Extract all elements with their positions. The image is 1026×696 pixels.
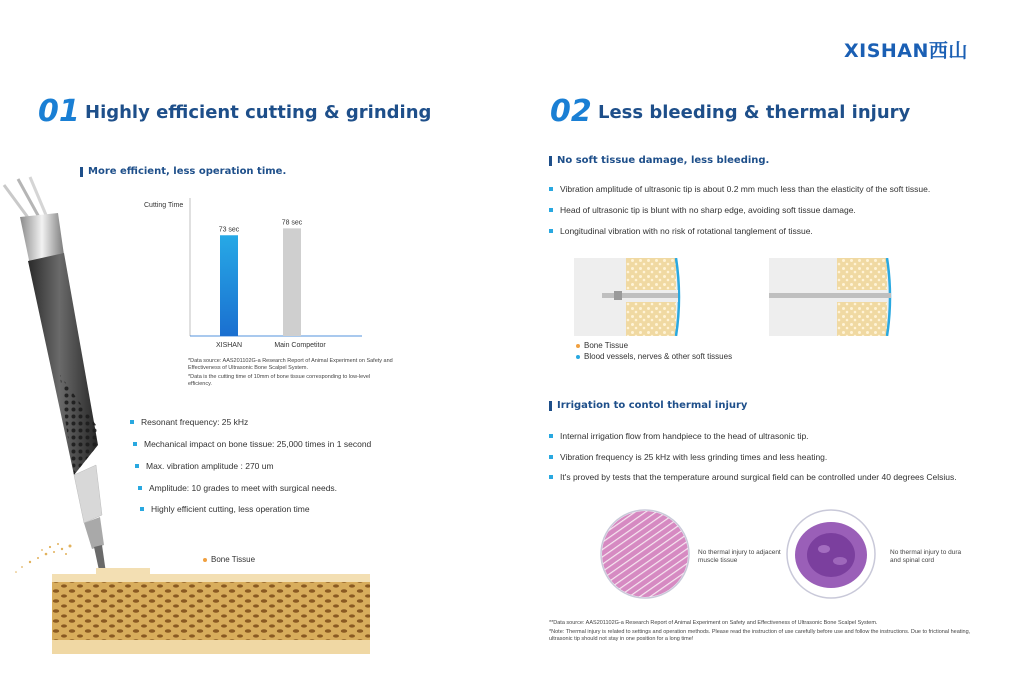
- chart-bar-main-competitor: [283, 228, 301, 336]
- chart-category-label: Main Competitor: [274, 342, 326, 349]
- bullet-text: Head of ultrasonic tip is blunt with no sharp edge, avoiding soft tissue damage.: [560, 205, 856, 215]
- bone-tissue-label-text: Bone Tissue: [211, 555, 256, 564]
- bullet-text: Highly efficient cutting, less operation time: [151, 504, 310, 514]
- bullet-mechanical-impact: [133, 439, 371, 449]
- cross-section-ultrasonic-tip: [574, 258, 720, 336]
- bullet-vibration-frequency: [549, 452, 827, 462]
- bullet-text: Mechanical impact on bone tissue: 25,000 times in 1 second: [144, 439, 372, 449]
- brand-logo: XISHAN西山: [844, 40, 968, 62]
- chart-category-label: XISHAN: [215, 342, 243, 349]
- section-title-cutting: Highly efficient cutting & grinding: [85, 102, 432, 123]
- muscle-tissue-histology-image: [600, 509, 690, 599]
- bullet-longitudinal: [549, 226, 813, 236]
- bullet-marker: [549, 187, 553, 191]
- chart-bar-xishan: [220, 235, 238, 336]
- bullet-marker: [549, 229, 553, 233]
- bullet-blunt-head: [549, 205, 856, 215]
- legend-soft-dot: [576, 355, 580, 359]
- chart-value-label: 73 sec: [218, 226, 240, 234]
- subheading-bar: [549, 156, 552, 166]
- bullet-marker: [138, 486, 142, 490]
- legend-bone-tissue: [576, 341, 628, 350]
- bullet-marker: [135, 464, 139, 468]
- section-number-02: 02: [550, 94, 592, 129]
- bullet-marker: [133, 442, 137, 446]
- chart-note-source: *Data source: AAS201102G-a Research Report of Animal Experiment on Safety and Effectiveness of Ultrasonic Bone Scalpel System.: [188, 358, 393, 371]
- caption-dura: No thermal injury to dura and spinal cord: [890, 549, 962, 564]
- bullet-internal-irrigation: [549, 431, 809, 441]
- chart-ylabel: Cutting Time: [144, 202, 184, 209]
- bullet-marker: [549, 455, 553, 459]
- bullet-text: It's proved by tests that the temperature around surgical field can be controlled under 40 degrees Celsius.: [560, 472, 957, 482]
- bullet-vibration-amplitude: [549, 184, 930, 194]
- cross-section-conventional-tip: [769, 258, 915, 336]
- bullet-text: Resonant frequency: 25 kHz: [141, 417, 249, 427]
- bullet-marker: [140, 507, 144, 511]
- subheading-no-damage: [549, 155, 769, 166]
- bullet-temperature: [549, 472, 957, 482]
- bullet-amplitude-grades: [138, 483, 337, 493]
- bullet-text: Longitudinal vibration with no risk of rotational tanglement of tissue.: [560, 226, 813, 236]
- ultrasonic-handpiece-illustration: [0, 175, 120, 595]
- chart-note-data: *Data is the cutting time of 10mm of bone tissue corresponding to low-level efficiency.: [188, 374, 371, 387]
- legend-soft-text: Blood vessels, nerves & other soft tissues: [584, 352, 733, 361]
- bullet-marker: [549, 208, 553, 212]
- bone-tissue-dot: [203, 558, 207, 562]
- subheading-irrigation: [549, 400, 747, 411]
- bullet-efficient-cutting: [140, 504, 310, 514]
- bullet-text: Internal irrigation flow from handpiece to the head of ultrasonic tip.: [560, 431, 809, 441]
- subheading-no-damage-text: No soft tissue damage, less bleeding.: [557, 155, 770, 166]
- bullet-text: Vibration amplitude of ultrasonic tip is about 0.2 mm much less than the elasticity of the soft tissue.: [560, 184, 931, 194]
- bullet-resonant-frequency: [130, 417, 248, 427]
- subheading-irrigation-text: Irrigation to contol thermal injury: [557, 400, 748, 411]
- bullet-marker: [549, 434, 553, 438]
- footnote-data-source: **Data source: AAS201102G-a Research Report of Animal Experiment on Safety and Effectiveness of Ultrasonic Bone Scalpel System.: [549, 620, 878, 626]
- spinal-cord-histology-image: [784, 509, 878, 599]
- bullet-marker: [549, 475, 553, 479]
- bullet-marker: [130, 420, 134, 424]
- cutting-time-chart: [140, 194, 370, 354]
- legend-bone-dot: [576, 344, 580, 348]
- bone-tissue-label: [203, 555, 255, 564]
- bullet-text: Amplitude: 10 grades to meet with surgical needs.: [149, 483, 338, 493]
- section-title-bleeding: Less bleeding & thermal injury: [598, 102, 911, 123]
- bullet-text: Vibration frequency is 25 kHz with less grinding times and less heating.: [560, 452, 828, 462]
- caption-muscle: No thermal injury to adjacent muscle tissue: [698, 549, 781, 564]
- section-number-01: 01: [38, 94, 80, 129]
- subheading-efficient-text: More efficient, less operation time.: [88, 166, 287, 177]
- footnote-thermal-note: *Note: Thermal injury is related to settings and operation methods. Please read the instruction of use carefully before use and follow the instructions. Due to frictional heating, ultrasonic tip should not stay in one position for a long time!: [549, 629, 971, 642]
- bullet-text: Max. vibration amplitude : 270 um: [146, 461, 274, 471]
- bullet-max-amplitude: [135, 461, 274, 471]
- bone-tissue-block-illustration: [52, 568, 370, 654]
- legend-soft-tissue: [576, 352, 732, 361]
- chart-value-label: 78 sec: [281, 219, 303, 227]
- legend-bone-text: Bone Tissue: [584, 341, 629, 350]
- subheading-bar: [549, 401, 552, 411]
